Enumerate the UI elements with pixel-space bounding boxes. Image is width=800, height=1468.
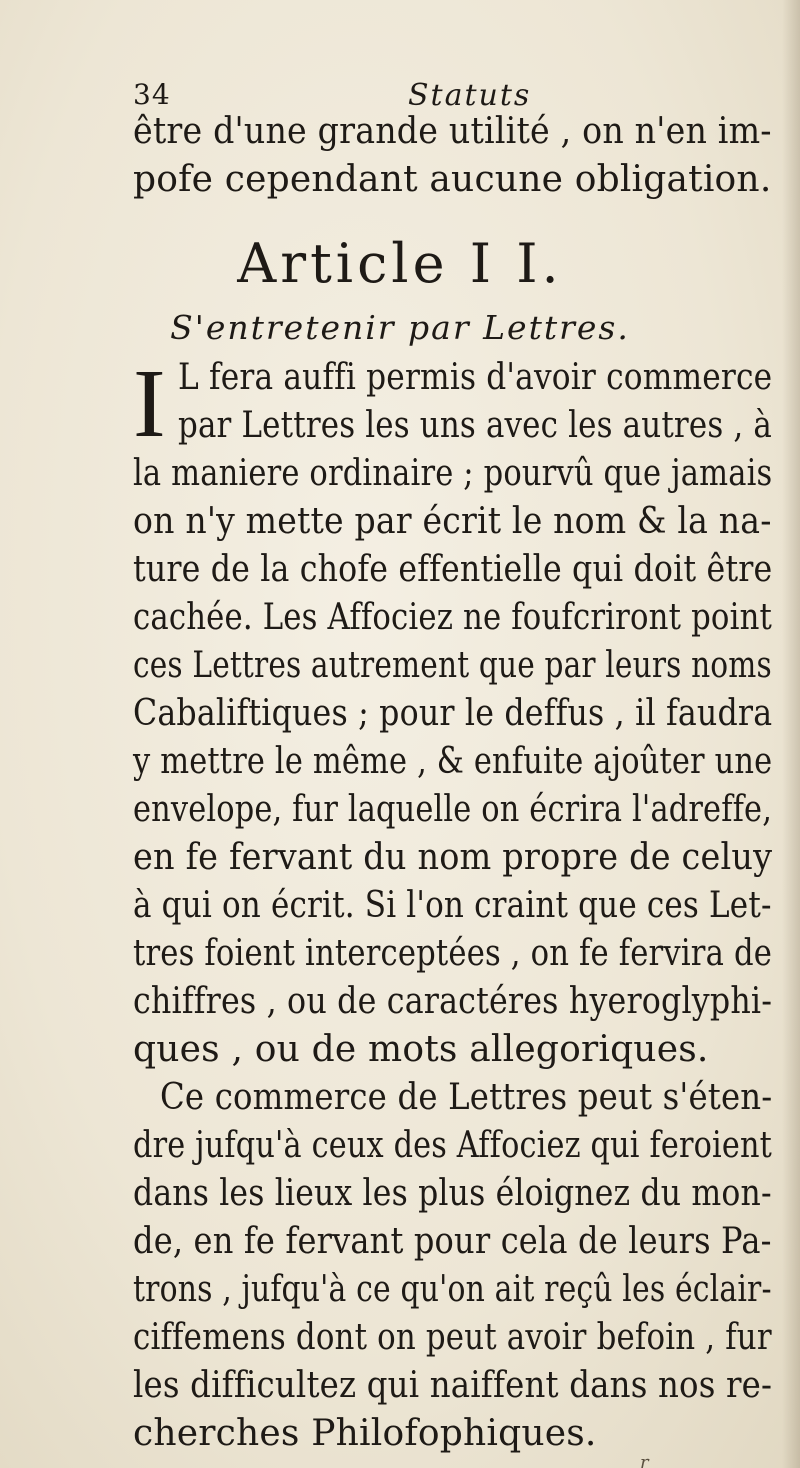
- paragraph-line: ces Lettres autrement que par leurs noms: [133, 645, 772, 686]
- paragraph-line: la maniere ordinaire ; pourvû que jamais: [133, 453, 773, 494]
- paragraph-line: en fe fervant du nom propre de celuy: [133, 837, 773, 878]
- intro-line: pofe cependant aucune obligation.: [133, 159, 772, 200]
- paragraph-line: cherches Philofophiques.: [133, 1413, 597, 1454]
- paragraph-line: de, en fe fervant pour cela de leurs Pa-: [133, 1221, 772, 1262]
- paragraph-line: chiffres , ou de caractéres hyeroglyphi-: [133, 981, 773, 1022]
- paragraph-line: ques , ou de mots allegoriques.: [133, 1029, 709, 1070]
- drop-cap: I: [133, 350, 166, 458]
- paragraph-line: on n'y mette par écrit le nom & la na-: [133, 501, 772, 542]
- footer-mark: r: [640, 1452, 649, 1468]
- paragraph-line: Cabaliftiques ; pour le deffus , il faudra: [133, 693, 773, 734]
- intro-line: être d'une grande utilité , on n'en im-: [133, 111, 772, 152]
- paragraph-line: ciffemens dont on peut avoir befoin , fur: [133, 1317, 772, 1358]
- paragraph-line: ture de la chofe effentielle qui doit être: [133, 549, 773, 590]
- article-title: Article I I.: [237, 232, 563, 295]
- page-number: 34: [133, 78, 171, 111]
- article-subtitle: S'entretenir par Lettres.: [170, 308, 630, 347]
- paragraph-line: à qui on écrit. Si l'on craint que ces Let-: [133, 885, 772, 926]
- paragraph-line: cachée. Les Affociez ne foufcriront point: [133, 597, 773, 638]
- running-head: Statuts: [408, 78, 532, 113]
- paragraph-line: dans les lieux les plus éloignez du mon-: [133, 1173, 772, 1214]
- paragraph-line: tres foient interceptées , on fe fervira de: [133, 933, 773, 974]
- paragraph-line: trons , jufqu'à ce qu'on ait reçû les éclair-: [133, 1269, 772, 1310]
- paragraph-line: envelope, fur laquelle on écrira l'adreffe,: [133, 789, 773, 830]
- page-edge-shadow: [782, 0, 800, 1468]
- paragraph-line: y mettre le même , & enfuite ajoûter une: [133, 741, 773, 782]
- paragraph-line: L fera auffi permis d'avoir commerce: [178, 357, 773, 398]
- paragraph-line: par Lettres les uns avec les autres , à: [178, 405, 772, 446]
- paragraph-line: les difficultez qui naiffent dans nos re-: [133, 1365, 773, 1406]
- paragraph-line: dre jufqu'à ceux des Affociez qui feroient: [133, 1125, 773, 1166]
- paragraph-line: Ce commerce de Lettres peut s'éten-: [160, 1077, 773, 1118]
